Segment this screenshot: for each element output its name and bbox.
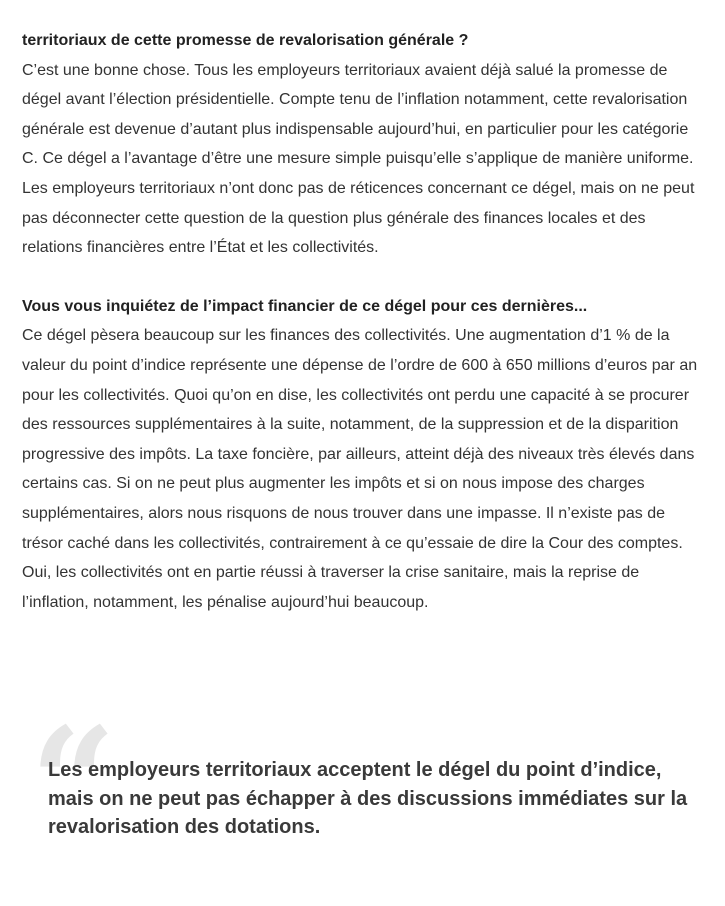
interview-question-2: Vous vous inquiétez de l’impact financier de ce dégel pour ces dernières... <box>22 297 588 315</box>
interview-answer-1: C’est une bonne chose. Tous les employeurs territoriaux avaient déjà salué la promesse de dégel avant l’élection présidentielle. Compte tenu de l’inflation notamment, cette revalorisation générale est devenue d’autant plus indispensable aujourd’hui, en particulier pour les catégorie C. Ce dégel a l’avantage d’être une mesure simple puisqu’elle s’applique de manière uniforme. Les employeurs territoriaux n’ont donc pas de réticences concernant ce dégel, mais on ne peut pas déconnecter cette question de la question plus générale des finances locales et des relations financières entre l’État et les collectivités. <box>22 61 695 257</box>
pull-quote <box>22 695 704 871</box>
article-body <box>22 26 704 617</box>
pull-quote-text: Les employeurs territoriaux acceptent le dégel du point d’indice, mais on ne peut pas échapper à des discussions immédiates sur la revalorisation des dotations. <box>48 759 688 838</box>
interview-question-1: territoriaux de cette promesse de revalorisation générale ? <box>22 32 469 49</box>
quote-mark-icon: “ <box>30 695 117 871</box>
interview-answer-2: Ce dégel pèsera beaucoup sur les finances des collectivités. Une augmentation d’1 % de la valeur du point d’indice représente une dépense de l’ordre de 600 à 650 millions d’euros par an pour les collectivités. Quoi qu’on en dise, les collectivités ont perdu une capacité à se procurer des ressources supplémentaires à la suite, notamment, de la suppression et de la disparition progressive des impôts. La taxe foncière, par ailleurs, atteint déjà des niveaux très élevés dans certains cas. Si on ne peut plus augmenter les impôts et si on nous impose des charges supplémentaires, alors nous risquons de nous trouver dans une impasse. Il n’existe pas de trésor caché dans les collectivités, contrairement à ce qu’essaie de dire la Cour des comptes. Oui, les collectivités ont en partie réussi à traverser la crise sanitaire, mais la reprise de l’inflation, notamment, les pénalise aujourd’hui beaucoup. <box>22 327 698 611</box>
paragraph-spacer <box>22 263 704 292</box>
